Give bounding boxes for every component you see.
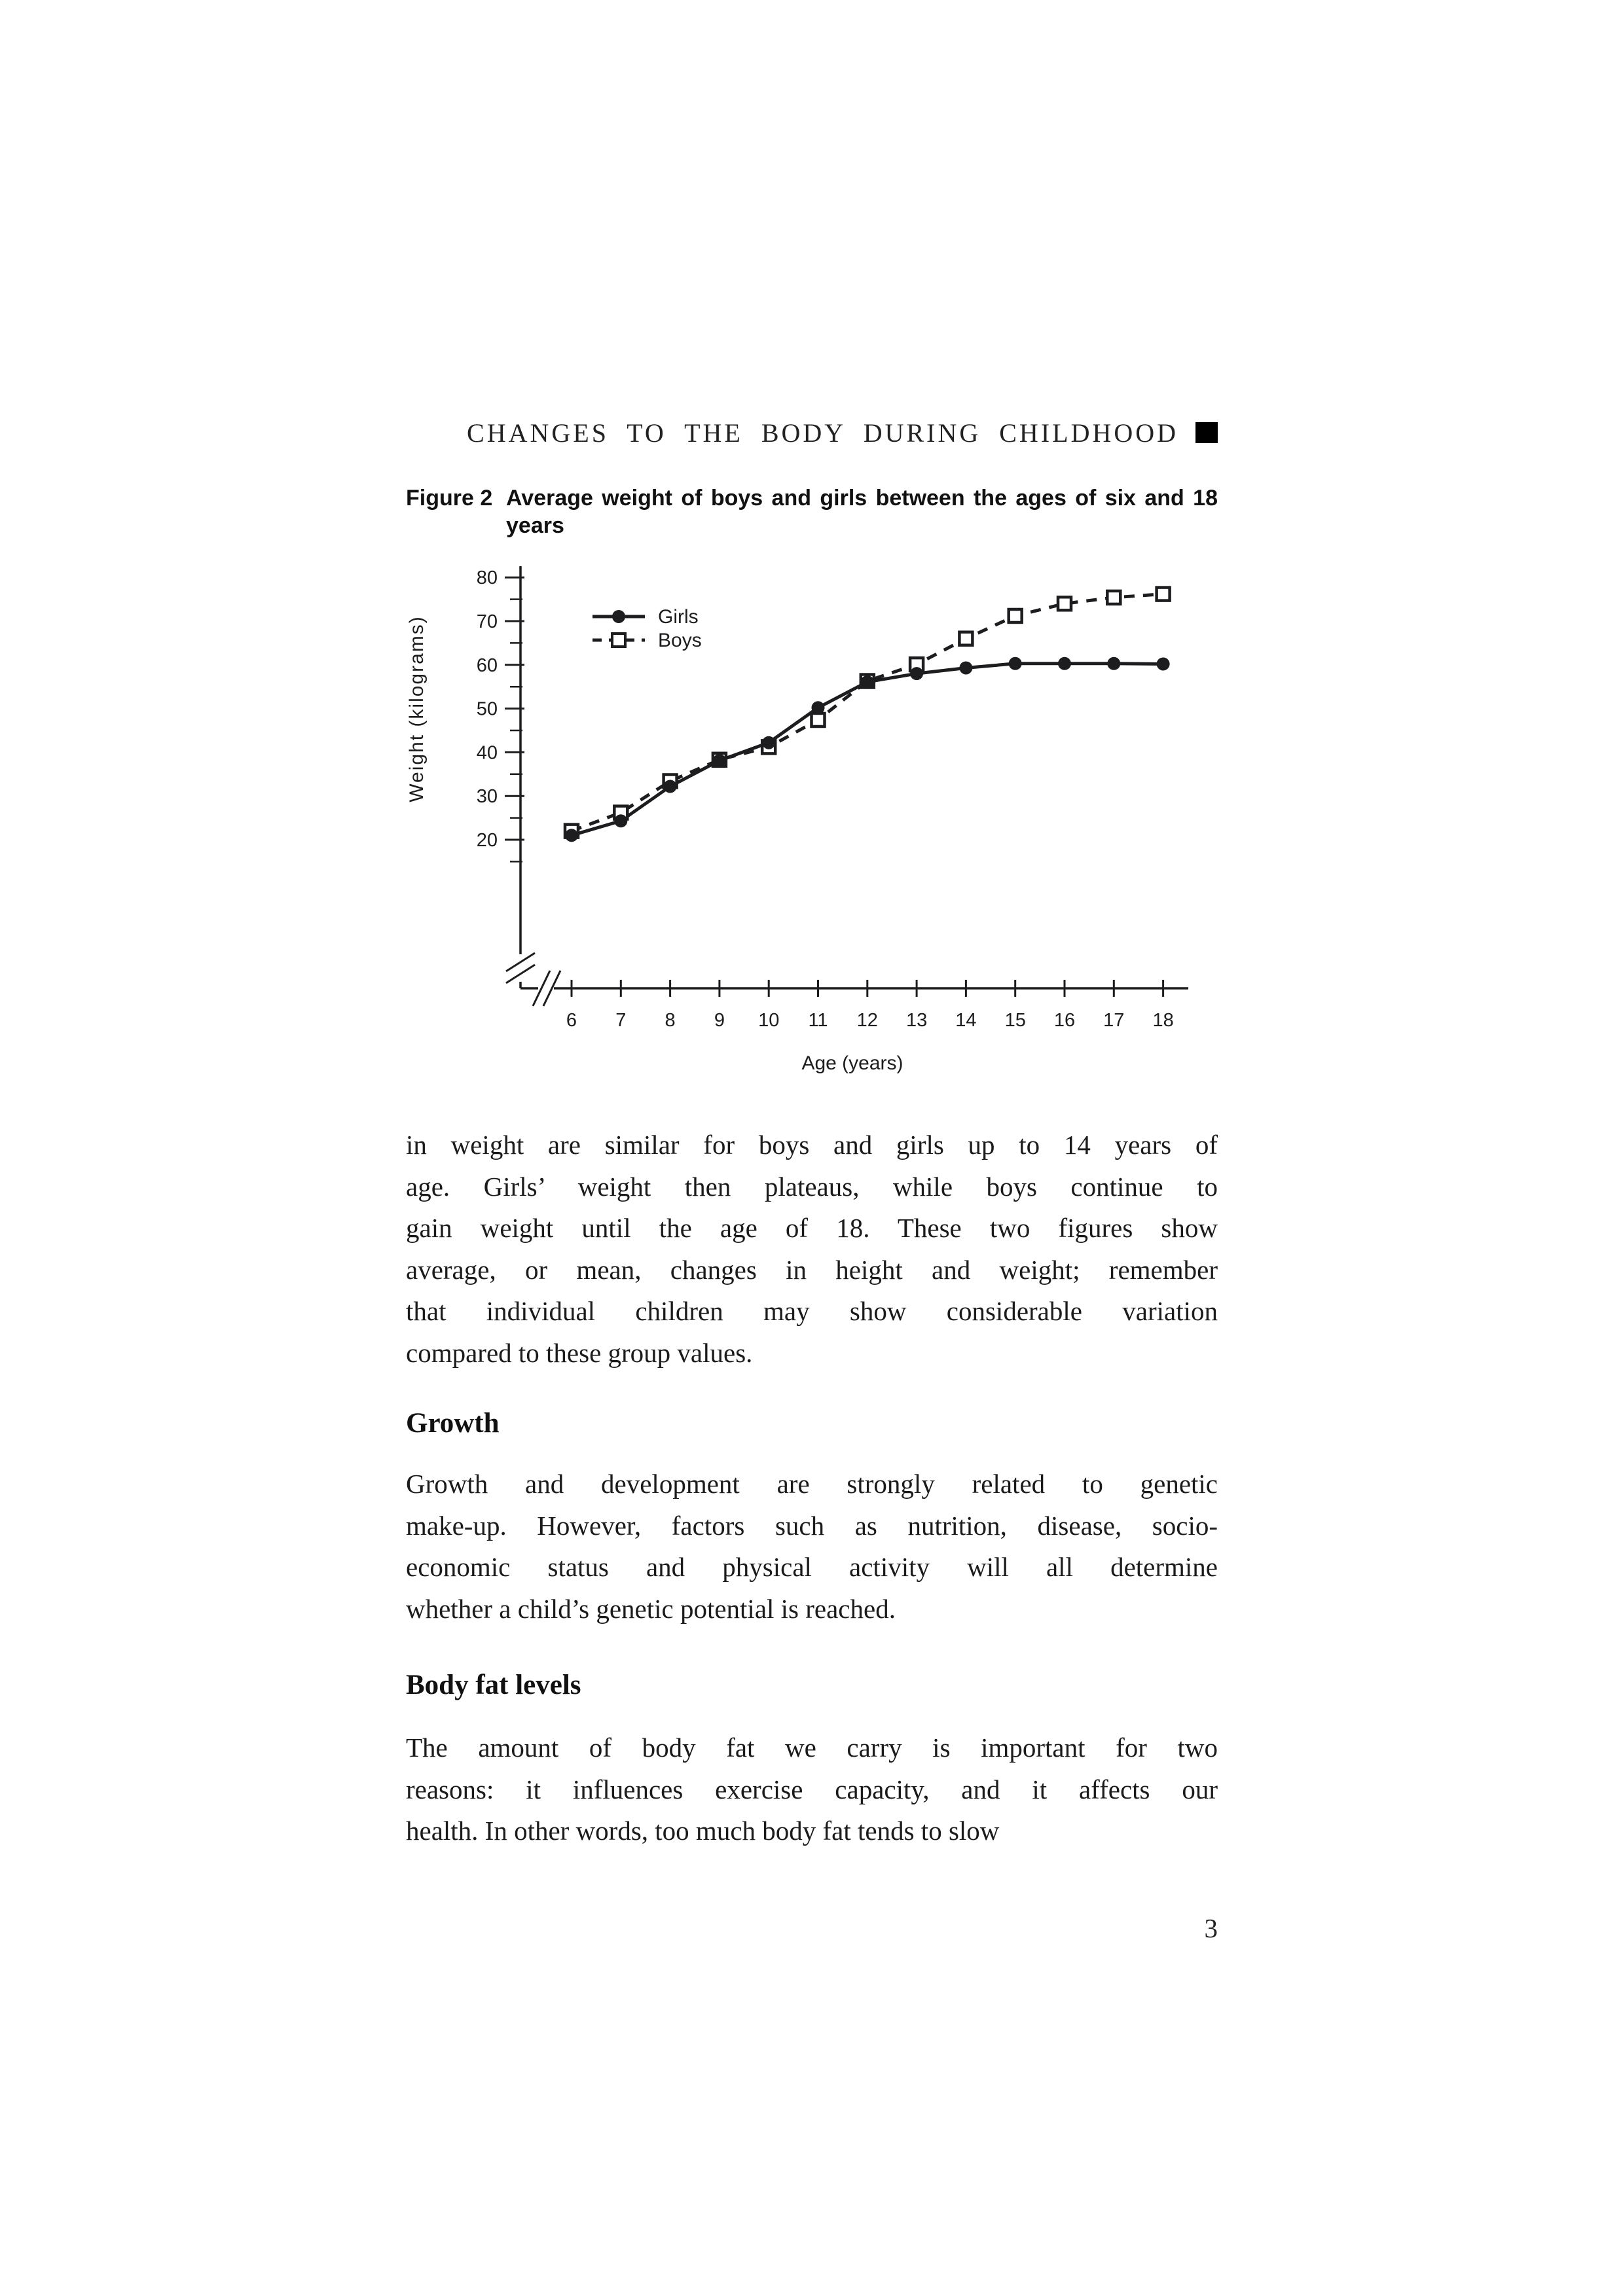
x-tick-label: 17 xyxy=(1103,1010,1125,1031)
x-tick-label: 13 xyxy=(905,1010,928,1031)
x-tick-label: 12 xyxy=(856,1010,878,1031)
figure-caption-text xyxy=(506,484,1218,539)
girls-marker-circle xyxy=(1009,657,1022,670)
x-tick-label: 11 xyxy=(808,1010,828,1031)
x-axis-title: Age (years) xyxy=(801,1052,903,1074)
text-line: reasons: it influences exercise capacity, and it affects our xyxy=(406,1774,1218,1804)
figure-caption-label: Figure 2 xyxy=(406,486,493,511)
page-number: 3 xyxy=(1204,1913,1218,1943)
text-line: that individual children may show considerable variation xyxy=(406,1296,1218,1326)
girls-marker-circle xyxy=(812,701,825,714)
girls-marker-circle xyxy=(1157,657,1170,670)
girls-marker-circle xyxy=(664,780,677,793)
y-tick-label: 50 xyxy=(476,698,498,720)
text-line: economic status and physical activity will all determine xyxy=(406,1552,1218,1582)
legend-girls-label: Girls xyxy=(658,606,699,628)
weight-line-chart xyxy=(393,556,1218,1093)
girls-line xyxy=(572,664,1163,836)
text-line: gain weight until the age of 18. These two figures show xyxy=(406,1213,1218,1243)
y-tick-label: 20 xyxy=(476,830,498,851)
girls-marker-circle xyxy=(861,675,874,689)
boys-marker-square xyxy=(1058,597,1071,610)
x-tick-label: 14 xyxy=(955,1010,977,1031)
legend-boys-marker xyxy=(612,634,625,647)
x-tick-label: 9 xyxy=(714,1010,725,1031)
x-tick-label: 15 xyxy=(1004,1010,1026,1031)
figure-caption-line: years xyxy=(506,513,564,538)
figure-caption-line: Average weight of boys and girls between the ages of six and 18 xyxy=(506,486,1218,511)
text-line: age. Girls’ weight then plateaus, while boys continue to xyxy=(406,1171,1218,1202)
y-axis-title: Weight (kilograms) xyxy=(406,615,428,802)
growth-paragraph xyxy=(406,1463,1218,1630)
text-line: The amount of body fat we carry is important for two xyxy=(406,1732,1218,1763)
legend-girls-marker xyxy=(612,610,625,623)
y-tick-label: 60 xyxy=(476,655,498,676)
girls-marker-circle xyxy=(762,736,775,749)
x-tick-label: 16 xyxy=(1053,1010,1076,1031)
body-fat-heading: Body fat levels xyxy=(406,1670,581,1700)
text-line: make-up. However, factors such as nutrition, disease, socio- xyxy=(406,1510,1218,1541)
text-line: in weight are similar for boys and girls up to 14 years of xyxy=(406,1130,1218,1160)
girls-marker-circle xyxy=(1107,657,1120,670)
x-tick-label: 8 xyxy=(665,1010,676,1031)
boys-marker-square xyxy=(959,632,972,645)
y-tick-label: 40 xyxy=(476,742,498,764)
x-tick-label: 18 xyxy=(1152,1010,1174,1031)
figure-caption xyxy=(406,484,1218,539)
girls-marker-circle xyxy=(910,667,923,680)
x-tick-label: 10 xyxy=(758,1010,780,1031)
black-square-icon xyxy=(1195,422,1218,443)
boys-marker-square xyxy=(812,713,825,726)
girls-marker-circle xyxy=(1058,657,1071,670)
text-line: whether a child’s genetic potential is reached. xyxy=(406,1593,896,1624)
growth-heading: Growth xyxy=(406,1408,500,1439)
boys-marker-square xyxy=(1107,591,1120,604)
girls-marker-circle xyxy=(614,814,627,827)
running-header xyxy=(406,418,1218,448)
legend-boys-label: Boys xyxy=(658,630,702,651)
text-line: health. In other words, too much body fat tends to slow xyxy=(406,1816,1000,1846)
x-tick-label: 7 xyxy=(615,1010,627,1031)
girls-marker-circle xyxy=(959,661,972,674)
text-line: Growth and development are strongly related to genetic xyxy=(406,1469,1218,1499)
text-line: compared to these group values. xyxy=(406,1337,753,1368)
running-header-title: CHANGES TO THE BODY DURING CHILDHOOD xyxy=(467,418,1178,448)
y-tick-label: 80 xyxy=(476,567,498,589)
intro-paragraph xyxy=(406,1124,1218,1374)
girls-marker-circle xyxy=(713,754,726,767)
x-tick-label: 6 xyxy=(566,1010,577,1031)
boys-marker-square xyxy=(1157,588,1170,601)
body-fat-paragraph xyxy=(406,1727,1218,1852)
girls-marker-circle xyxy=(565,829,578,842)
text-line: average, or mean, changes in height and weight; remember xyxy=(406,1254,1218,1285)
y-tick-label: 30 xyxy=(476,786,498,808)
y-tick-label: 70 xyxy=(476,611,498,632)
boys-marker-square xyxy=(1009,609,1022,622)
